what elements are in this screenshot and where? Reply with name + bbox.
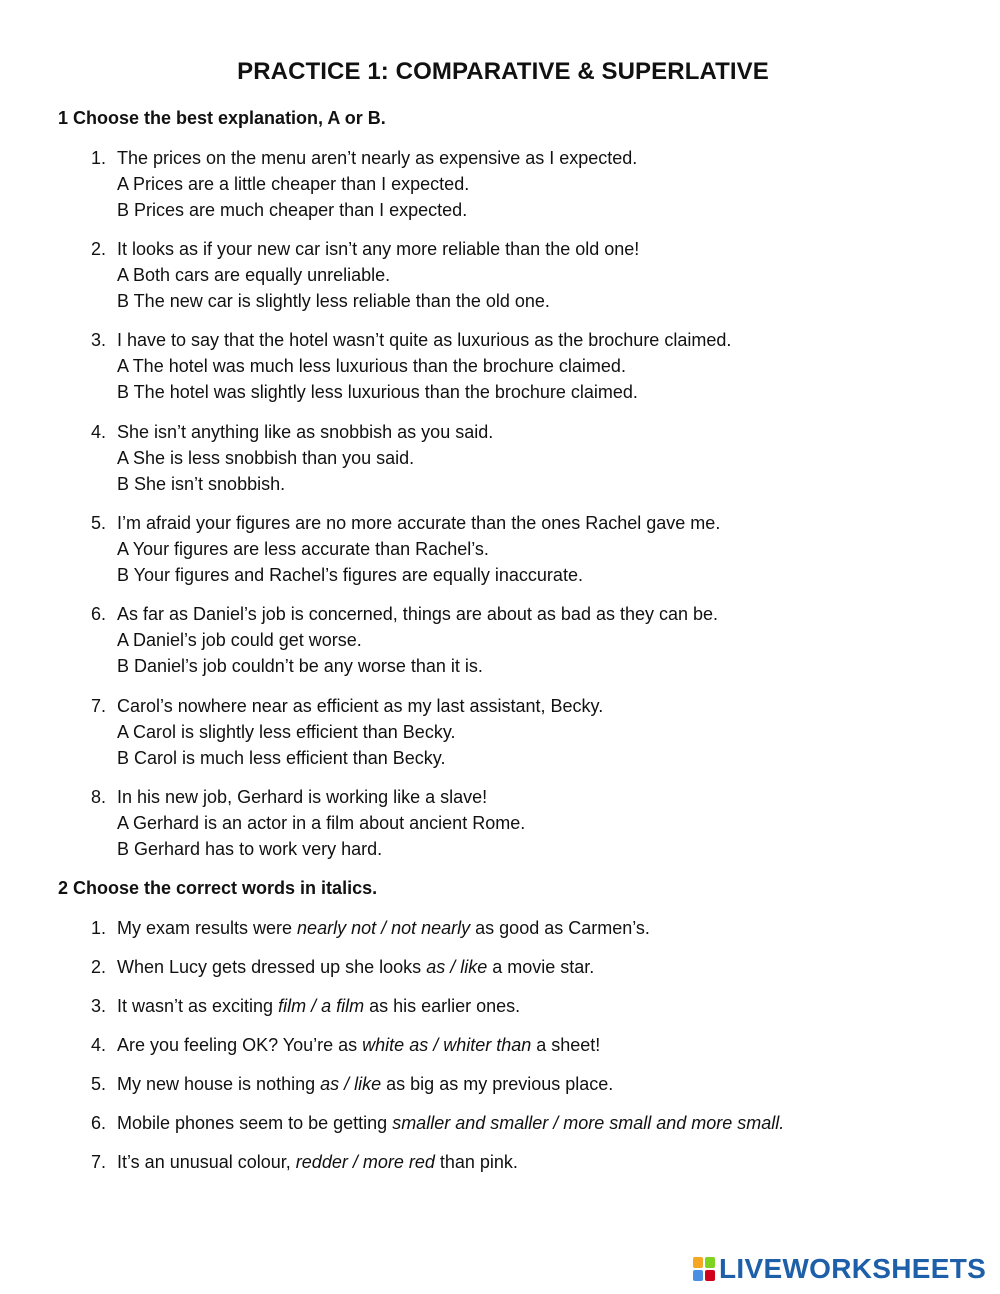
question-number: 4. [90,1035,106,1055]
question-text: Carol’s nowhere near as efficient as my last assistant, Becky. [117,696,604,716]
question-number: 8. [90,787,106,807]
question-text: In his new job, Gerhard is working like a slave! [117,787,488,807]
liveworksheets-logo[interactable] [693,1254,986,1284]
liveworksheets-logo-icon [693,1257,715,1281]
sentence-end: than pink. [434,1152,518,1172]
option-b[interactable]: B The hotel was slightly less luxurious than the brochure claimed. [117,382,638,402]
option-b[interactable]: B Prices are much cheaper than I expected. [117,200,468,220]
logo-square-icon [693,1270,703,1281]
page-title: PRACTICE 1: COMPARATIVE & SUPERLATIVE [237,58,769,85]
question-number: 5. [90,1074,106,1094]
logo-square-icon [693,1257,703,1268]
question-text: She isn’t anything like as snobbish as you said. [117,422,494,442]
sentence-start: Are you feeling OK? You’re as [117,1035,363,1055]
question-number: 3. [90,330,106,350]
question-number: 1. [90,148,106,168]
question-number: 2. [90,239,106,259]
sentence-end: as his earlier ones. [364,996,521,1016]
choice-options[interactable]: smaller and smaller / more small and more small. [392,1113,785,1133]
question-text: It looks as if your new car isn’t any more reliable than the old one! [117,239,640,259]
question-text: The prices on the menu aren’t nearly as expensive as I expected. [117,148,638,168]
question-number: 7. [90,1152,106,1172]
option-a[interactable]: A Gerhard is an actor in a film about ancient Rome. [117,813,526,833]
sentence-end: as big as my previous place. [381,1074,614,1094]
section-1-heading: 1 Choose the best explanation, A or B. [58,108,386,128]
sentence-end: a movie star. [487,957,595,977]
sentence-start: It’s an unusual colour, [117,1152,296,1172]
question-number: 3. [90,996,106,1016]
logo-square-icon [705,1270,715,1281]
question-number: 6. [90,1113,106,1133]
choice-options[interactable]: white as / whiter than [362,1035,532,1055]
option-b[interactable]: B Daniel’s job couldn’t be any worse than it is. [117,656,483,676]
question-number: 2. [90,957,106,977]
section-2-heading: 2 Choose the correct words in italics. [58,878,378,898]
sentence-start: My new house is nothing [117,1074,321,1094]
sentence-start: Mobile phones seem to be getting [117,1113,393,1133]
sentence-end: a sheet! [531,1035,601,1055]
question-number: 4. [90,422,106,442]
choice-options[interactable]: nearly not / not nearly [297,918,471,938]
choice-options[interactable]: as / like [426,957,488,977]
option-a[interactable]: A Carol is slightly less efficient than Becky. [117,722,456,742]
choice-options[interactable]: as / like [320,1074,382,1094]
question-text: I have to say that the hotel wasn’t quite as luxurious as the brochure claimed. [117,330,732,350]
sentence-start: My exam results were [117,918,298,938]
option-b[interactable]: B Carol is much less efficient than Becky. [117,748,446,768]
option-b[interactable]: B Your figures and Rachel’s figures are equally inaccurate. [117,565,583,585]
option-a[interactable]: A She is less snobbish than you said. [117,448,415,468]
question-number: 6. [90,604,106,624]
question-number: 5. [90,513,106,533]
option-a[interactable]: A Daniel’s job could get worse. [117,630,362,650]
option-b[interactable]: B The new car is slightly less reliable than the old one. [117,291,550,311]
option-a[interactable]: A Your figures are less accurate than Rachel’s. [117,539,489,559]
choice-options[interactable]: film / a film [278,996,365,1016]
option-b[interactable]: B She isn’t snobbish. [117,474,286,494]
option-a[interactable]: A Both cars are equally unreliable. [117,265,391,285]
sentence-end: as good as Carmen’s. [470,918,650,938]
question-number: 1. [90,918,106,938]
option-a[interactable]: A Prices are a little cheaper than I expected. [117,174,470,194]
sentence-start: When Lucy gets dressed up she looks [117,957,427,977]
option-b[interactable]: B Gerhard has to work very hard. [117,839,383,859]
option-a[interactable]: A The hotel was much less luxurious than the brochure claimed. [117,356,626,376]
sentence-start: It wasn’t as exciting [117,996,279,1016]
logo-square-icon [705,1257,715,1268]
question-number: 7. [90,696,106,716]
liveworksheets-logo-text: LIVEWORKSHEETS [719,1253,987,1284]
question-text: I’m afraid your figures are no more accurate than the ones Rachel gave me. [117,513,721,533]
question-text: As far as Daniel’s job is concerned, things are about as bad as they can be. [117,604,719,624]
choice-options[interactable]: redder / more red [295,1152,435,1172]
